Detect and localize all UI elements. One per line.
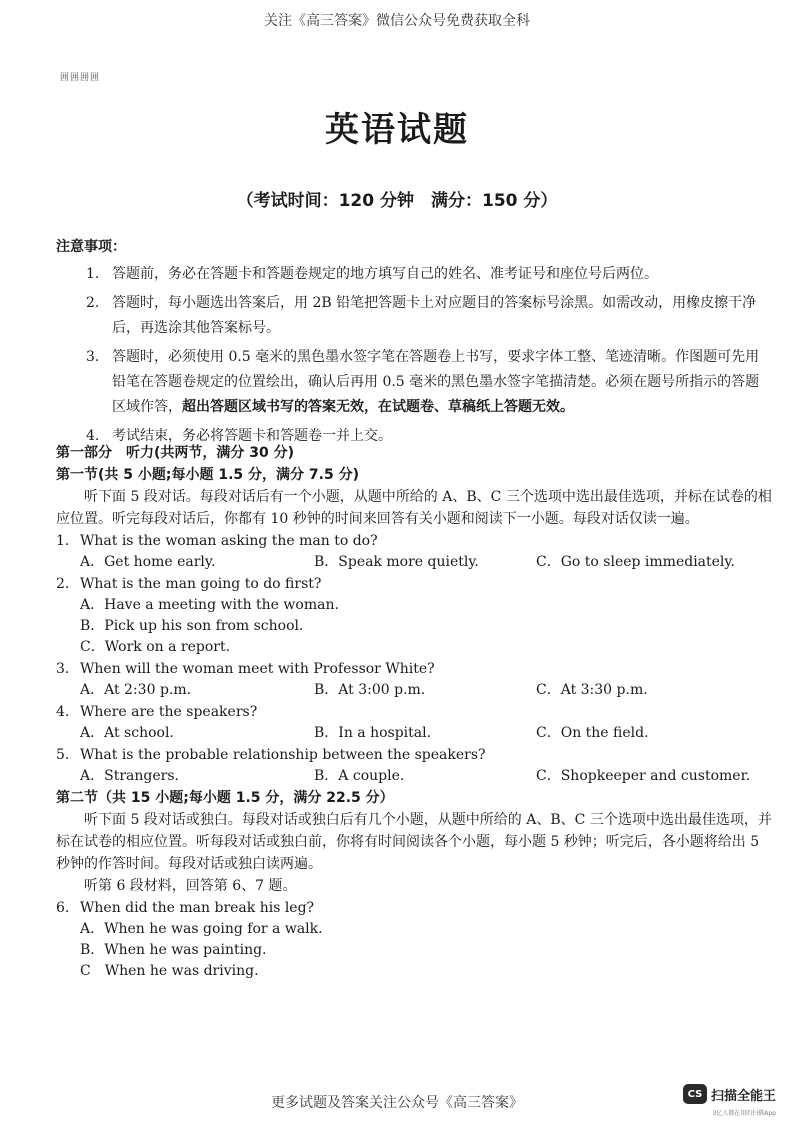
question-number: 2. <box>56 576 70 592</box>
note-item <box>86 291 772 341</box>
listening-part <box>56 442 772 982</box>
note-number: 1. <box>86 266 100 282</box>
logo-subtext: 3亿人都在用的扫描App <box>712 1110 776 1117</box>
section1-title: 第一节(共 5 小题;每小题 1.5 分，满分 7.5 分) <box>56 467 359 483</box>
note-text <box>112 291 772 341</box>
question <box>56 745 772 766</box>
footer-text: 更多试题及答案关注公众号《高三答案》 <box>271 1095 523 1111</box>
notes-section <box>56 236 772 453</box>
section2-title: 第二节（共 15 小题;每小题 1.5 分，满分 22.5 分） <box>56 790 394 806</box>
note-number: 3. <box>86 349 100 365</box>
option-c: C．Go to sleep immediately. <box>536 554 735 570</box>
options-row <box>56 680 772 701</box>
note-text-body: 答题前，务必在答题卡和答题卷规定的地方填写自己的姓名、准考证号和座位号后两位。 <box>112 266 658 282</box>
scanner-logo <box>683 1084 776 1117</box>
option-b: B．A couple. <box>314 768 405 784</box>
option-a: A．At school. <box>80 725 174 741</box>
option-c: C．At 3:30 p.m. <box>536 682 648 698</box>
question-text: What is the probable relationship between the speakers? <box>80 747 486 763</box>
option-c: C．Work on a report. <box>80 639 231 655</box>
question-number: 5. <box>56 747 70 763</box>
question <box>56 531 772 552</box>
option-c: C When he was driving. <box>80 963 259 979</box>
options-row <box>56 766 772 787</box>
note-text-emphasis: 超出答题区域书写的答案无效，在试题卷、草稿纸上答题无效。 <box>182 399 574 415</box>
note-text-body: 答题时，必须使用 0.5 毫米的黑色墨水签字笔在答题卷上书写，要求字体工整、笔迹清晰。作图题可先用铅笔在答题卷规定的位置绘出，确认后再用 0.5 毫米的黑色墨水签字笔描清楚。必须在题号所指示的答题区域作答， <box>112 349 760 415</box>
question-text: What is the woman asking the man to do? <box>80 533 378 549</box>
top-banner: 关注《高三答案》微信公众号免费获取全科 <box>264 13 530 29</box>
options-row <box>56 723 772 744</box>
note-text <box>112 262 772 287</box>
option-a: A．When he was going for a walk. <box>80 921 323 937</box>
option-b: B．When he was painting. <box>80 942 267 958</box>
question-number: 3. <box>56 661 70 677</box>
note-text-body: 考试结束，务必将答题卡和答题卷一并上交。 <box>112 428 392 444</box>
page-title: 英语试题 <box>325 110 469 150</box>
question <box>56 574 772 595</box>
option-c: C．On the field. <box>536 725 649 741</box>
material-note: 听第 6 段材料，回答第 6、7 题。 <box>84 878 297 894</box>
option-b: B．At 3:00 p.m. <box>314 682 426 698</box>
option-a: A．Get home early. <box>80 554 216 570</box>
option-b: B．Pick up his son from school. <box>80 618 304 634</box>
question-number: 1. <box>56 533 70 549</box>
question <box>56 898 772 919</box>
corner-mark: 囲囲囲囲 <box>60 73 101 83</box>
question-text: Where are the speakers? <box>80 704 258 720</box>
option-a: A．Strangers. <box>80 768 179 784</box>
option-b: B．Speak more quietly. <box>314 554 479 570</box>
note-item <box>86 345 772 420</box>
note-text <box>112 345 772 420</box>
option-a: A．At 2:30 p.m. <box>80 682 192 698</box>
note-number: 2. <box>86 295 100 311</box>
note-text-body: 答题时，每小题选出答案后，用 2B 铅笔把答题卡上对应题目的答案标号涂黑。如需改动，用橡皮擦干净后，再选涂其他答案标号。 <box>112 295 757 336</box>
section1-instructions: 听下面 5 段对话。每段对话后有一个小题，从题中所给的 A、B、C 三个选项中选出最佳选项，并标在试卷的相应位置。听完每段对话后，你都有 10 秒钟的时间来回答有关小题和阅读下一小题。每段对话仅读一遍。 <box>56 489 772 527</box>
exam-info: （考试时间：120 分钟 满分：150 分） <box>236 191 558 211</box>
question <box>56 659 772 680</box>
question-text: What is the man going to do first? <box>80 576 322 592</box>
note-item <box>86 262 772 287</box>
notes-heading: 注意事项： <box>56 239 126 255</box>
cs-logo-icon: CS <box>683 1084 707 1104</box>
option-c: C．Shopkeeper and customer. <box>536 768 751 784</box>
options-row <box>56 552 772 573</box>
option-b: B．In a hospital. <box>314 725 432 741</box>
section2-instructions: 听下面 5 段对话或独白。每段对话或独白后有几个小题，从题中所给的 A、B、C 三个选项中选出最佳选项，并标在试卷的相应位置。听每段对话或独白前，你将有时间阅读各个小题，每小题 5 秒钟；听完后，各小题将给出 5 秒钟的作答时间。每段对话或独白读两遍。 <box>56 812 772 872</box>
question <box>56 702 772 723</box>
question-text: When will the woman meet with Professor White? <box>80 661 435 677</box>
question-text: When did the man break his leg? <box>80 900 315 916</box>
option-a: A．Have a meeting with the woman. <box>80 597 339 613</box>
logo-text: 扫描全能王 <box>710 1088 776 1104</box>
part-title: 第一部分 听力(共两节，满分 30 分) <box>56 445 295 461</box>
note-number: 4. <box>86 428 100 444</box>
question-number: 6. <box>56 900 70 916</box>
question-number: 4. <box>56 704 70 720</box>
